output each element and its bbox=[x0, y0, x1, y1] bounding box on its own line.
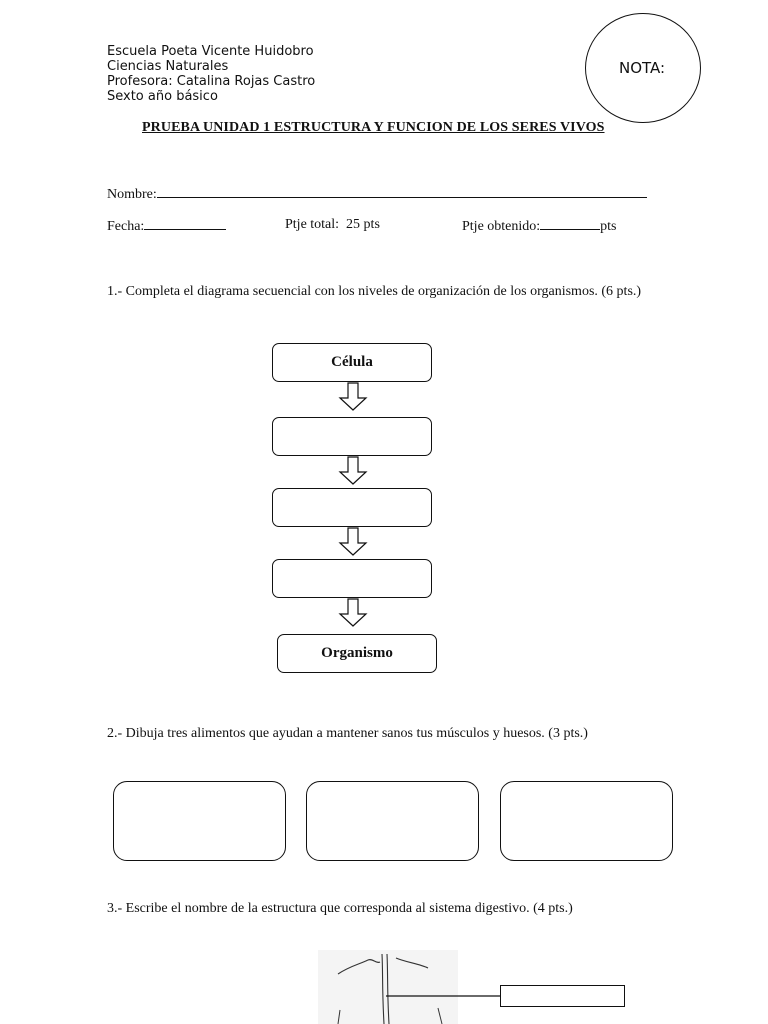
down-arrow-icon bbox=[337, 527, 369, 557]
date-field[interactable] bbox=[107, 217, 226, 235]
digestive-system-illustration bbox=[310, 944, 630, 1024]
diagram-box-blank[interactable] bbox=[272, 559, 432, 598]
diagram-box-blank[interactable] bbox=[272, 488, 432, 527]
name-label: Nombre: bbox=[107, 187, 157, 202]
question-3: 3.- Escribe el nombre de la estructura que corresponda al sistema digestivo. (4 pts.) bbox=[107, 901, 573, 916]
down-arrow-icon bbox=[337, 456, 369, 486]
drawing-box[interactable] bbox=[500, 781, 673, 861]
total-score: Ptje total: 25 pts bbox=[285, 217, 380, 232]
pts-suffix: pts bbox=[600, 219, 617, 234]
obtained-score-line[interactable] bbox=[540, 217, 600, 230]
diagram-box-organism: Organismo bbox=[277, 634, 437, 673]
name-field[interactable] bbox=[107, 185, 647, 203]
obtained-score-field[interactable] bbox=[462, 217, 617, 235]
question-2: 2.- Dibuja tres alimentos que ayudan a mantener sanos tus músculos y huesos. (3 pts.) bbox=[107, 726, 588, 741]
nota-label: NOTA: bbox=[619, 59, 666, 77]
date-line[interactable] bbox=[144, 217, 226, 230]
down-arrow-icon bbox=[337, 382, 369, 412]
down-arrow-icon bbox=[337, 598, 369, 628]
school-header bbox=[107, 44, 315, 104]
obtained-score-label: Ptje obtenido: bbox=[462, 219, 541, 234]
question-1: 1.- Completa el diagrama secuencial con los niveles de organización de los organismos. (6 pts.) bbox=[107, 284, 642, 299]
subject-name: Ciencias Naturales bbox=[107, 59, 229, 74]
answer-box[interactable] bbox=[500, 985, 625, 1007]
drawing-box[interactable] bbox=[113, 781, 286, 861]
grade-level: Sexto año básico bbox=[107, 89, 218, 104]
drawing-box[interactable] bbox=[306, 781, 479, 861]
diagram-box-blank[interactable] bbox=[272, 417, 432, 456]
test-title: PRUEBA UNIDAD 1 ESTRUCTURA Y FUNCION DE LOS SERES VIVOS bbox=[142, 120, 605, 135]
name-line[interactable] bbox=[157, 185, 647, 198]
school-name: Escuela Poeta Vicente Huidobro bbox=[107, 44, 314, 59]
diagram-box-cell: Célula bbox=[272, 343, 432, 382]
date-label: Fecha: bbox=[107, 219, 145, 234]
teacher-name: Profesora: Catalina Rojas Castro bbox=[107, 74, 316, 89]
